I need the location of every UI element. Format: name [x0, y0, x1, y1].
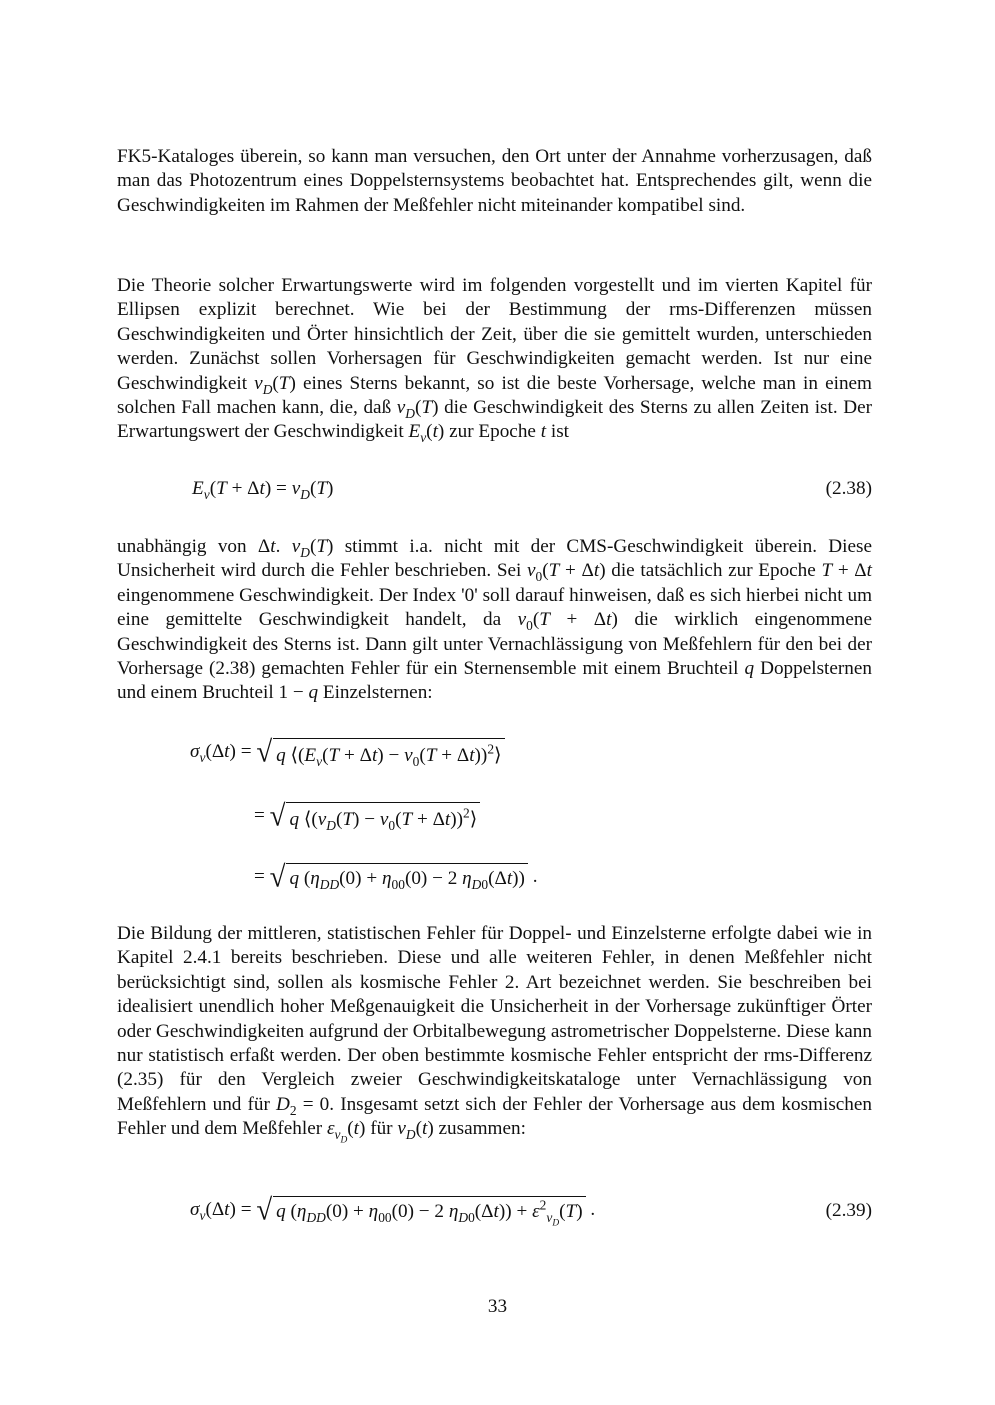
equation-2-39: $\sigma_v(\Delta t)$ = √ q ($\eta_{DD}(0) + \eta_{00}(0) - 2$ $\eta_{D0}(\Delta t)) + \varepsilon^2_{v_D}(T)$ . [190, 1193, 596, 1229]
paragraph-2-text-c: die Geschwindigkeit des Sterns zu allen Zeiten ist. Der Erwartungswert der Geschwindigkeit [117, 397, 872, 443]
equation-2-38-number: (2.38) [825, 478, 872, 499]
equation-2-38: $E_v(T + \Delta t) = v_D(T)$ [192, 478, 334, 502]
paragraph-3-text-c: die tatsächlich zur Epoche [605, 560, 822, 582]
paragraph-1-text: FK5-Kataloges überein, so kann man versuchen, den Ort unter der Annahme vorherzusagen, daß man das Photozentrum eines Doppelsternsystems beobachtet hat. Entsprechendes gilt, wenn die Geschwindigkeiten im Rahmen der Meßfehler nicht miteinander kompatibel sind. [117, 146, 872, 216]
equation-sigma-line-1: $\sigma_v(\Delta t)$ = √ q $⟨(E_v(T + \Delta t) - v_0(T$ + Δt))$^2$⟩ [190, 738, 505, 767]
equation-sigma-line-3: = √ q ($\eta_{DD}(0) + \eta_{00}(0) - 2$ $\eta_{D0}(\Delta t)$) . [254, 860, 538, 894]
paragraph-4-text-b: . Insgesamt setzt sich der Fehler der Vorhersage aus dem kosmischen Fehler und dem Meßfehler [117, 1093, 873, 1140]
paragraph-3-text-g: Einzelsternen: [318, 682, 433, 704]
paragraph-3-text-e: die wirklich eingenommene Geschwindigkeit des Sterns ist. Dann gilt unter Vernachlässigung von Meßfehlern für den bei der Vorhersage (2.38) gemachten Fehler für ein Sternensemble mit einem Bruchteil [117, 609, 872, 680]
paragraph-3: unabhängig von Δt. $v_D(T)$ stimmt i.a. nicht mit der CMS-Geschwindigkeit überein. Diese Unsicherheit wird durch die Fehler beschrieben. Sei $v_0(T + \Delta t)$ die tatsächlich zur Epoche T + Δt eingenommene Geschwindigkeit. Der Index '0' soll darauf hinweisen, daß es sich hierbei nicht um eine gemittelte Geschwindigkeit handelt, da $v_0(T + \Delta t)$ die wirklich eingenommene Geschwindigkeit des Sterns ist. Dann gilt unter Vernachlässigung von Meßfehlern für den bei der Vorhersage (2.38) gemachten Fehler für ein Sternensemble mit einem Bruchteil q Doppelsternen und einem Bruchteil 1 − q Einzelsternen: [117, 536, 872, 704]
paragraph-2-text-e: ist [546, 421, 570, 443]
paragraph-2: Die Theorie solcher Erwartungswerte wird im folgenden vorgestellt und im vierten Kapitel für Ellipsen explizit berechnet. Wie bei der Bestimmung der rms-Differenzen müssen Geschwindigkeiten und Örter hinsichtlich der Zeit, über die sie gemittelt wurden, unterschieden werden. Zunächst sollen Vorhersagen für Geschwindigkeiten gemacht werden. Ist nur eine Geschwindigkeit $v_D(T)$ eines Sterns bekannt, so ist die beste Vorhersage, welche man in einem solchen Fall machen kann, die, daß $v_D(T)$ die Geschwindigkeit des Sterns zu allen Zeiten ist. Der Erwartungswert der Geschwindigkeit $E_v(t)$ zur Epoche t ist [117, 275, 872, 446]
paragraph-4-text-c: für [365, 1118, 398, 1140]
paragraph-3-text-d: eingenommene Geschwindigkeit. Der Index '0' soll darauf hinweisen, daß es sich hierbei nicht um eine gemittelte Geschwindigkeit handelt, da [117, 584, 872, 631]
paragraph-3-text-a: unabhängig von [117, 536, 258, 557]
paragraph-4: Die Bildung der mittleren, statistischen Fehler für Doppel- und Einzelsterne erfolgte dabei wie in Kapitel 2.4.1 bereits beschrieben. Diese und alle weiteren Fehler, in denen Meßfehler nicht berücksichtigt sind, sollen als kosmische Fehler 2. Art bezeichnet werden. Sie beschreiben bei idealisiert unendlich hoher Meßgenauigkeit die Unsicherheit in der Vorhersage zukünftiger Örter oder Geschwindigkeiten aufgrund der Orbitalbewegung astrometrischer Doppelsterne. Diese kann nur statistisch erfaßt werden. Der oben bestimmte kosmische Fehler entspricht der rms-Differenz (2.35) für den Vergleich zweier Geschwindigkeitskataloge unter Vernachlässigung von Meßfehlern und für $D_2 = 0$. Insgesamt setzt sich der Fehler der Vorhersage aus dem kosmischen Fehler und dem Meßfehler $\varepsilon_{v_D}(t)$ für $v_D(t)$ zusammen: [117, 923, 873, 1146]
equation-2-39-number: (2.39) [825, 1200, 872, 1221]
paragraph-2-text-b: eines Sterns bekannt, so ist die beste Vorhersage, welche man in einem solchen Fall machen kann, die, daß [117, 372, 872, 419]
paragraph-4-text-d: zusammen: [433, 1118, 526, 1140]
paragraph-1 [117, 145, 872, 218]
paragraph-3-text-f: Doppelsternen und einem Bruchteil [117, 658, 872, 704]
paragraph-2-text-a: Die Theorie solcher Erwartungswerte wird im folgenden vorgestellt und im vierten Kapitel für Ellipsen explizit berechnet. Wie bei der Bestimmung der rms-Differenzen müssen Geschwindigkeiten und Örter hinsichtlich der Zeit, über die sie gemittelt wurden, unterschieden werden. Zunächst sollen Vorhersagen für Geschwindigkeiten gemacht werden. Ist nur eine Geschwindigkeit [117, 275, 872, 394]
paragraph-3-text-b: stimmt i.a. nicht mit der CMS-Geschwindigkeit überein. Diese Unsicherheit wird durch die Fehler beschrieben. Sei [117, 536, 872, 582]
paragraph-4-text-a: Die Bildung der mittleren, statistischen Fehler für Doppel- und Einzelsterne erfolgte dabei wie in Kapitel 2.4.1 bereits beschrieben. Diese und alle weiteren Fehler, in denen Meßfehler nicht berücksichtigt sind, sollen als kosmische Fehler 2. Art bezeichnet werden. Sie beschreiben bei idealisiert unendlich hoher Meßgenauigkeit die Unsicherheit in der Vorhersage zukünftiger Örter oder Geschwindigkeiten aufgrund der Orbitalbewegung astrometrischer Doppelsterne. Diese kann nur statistisch erfaßt werden. Der oben bestimmte kosmische Fehler entspricht der rms-Differenz (2.35) für den Vergleich zweier Geschwindigkeitskataloge unter Vernachlässigung von Meßfehlern und für [117, 923, 872, 1115]
equation-sigma-line-2: = √ q $⟨(v_D(T) - v_0(T$ + Δt))$^2$⟩ [254, 802, 480, 831]
paragraph-2-text-d: zur Epoche [444, 421, 541, 443]
page-number: 33 [487, 1296, 508, 1317]
